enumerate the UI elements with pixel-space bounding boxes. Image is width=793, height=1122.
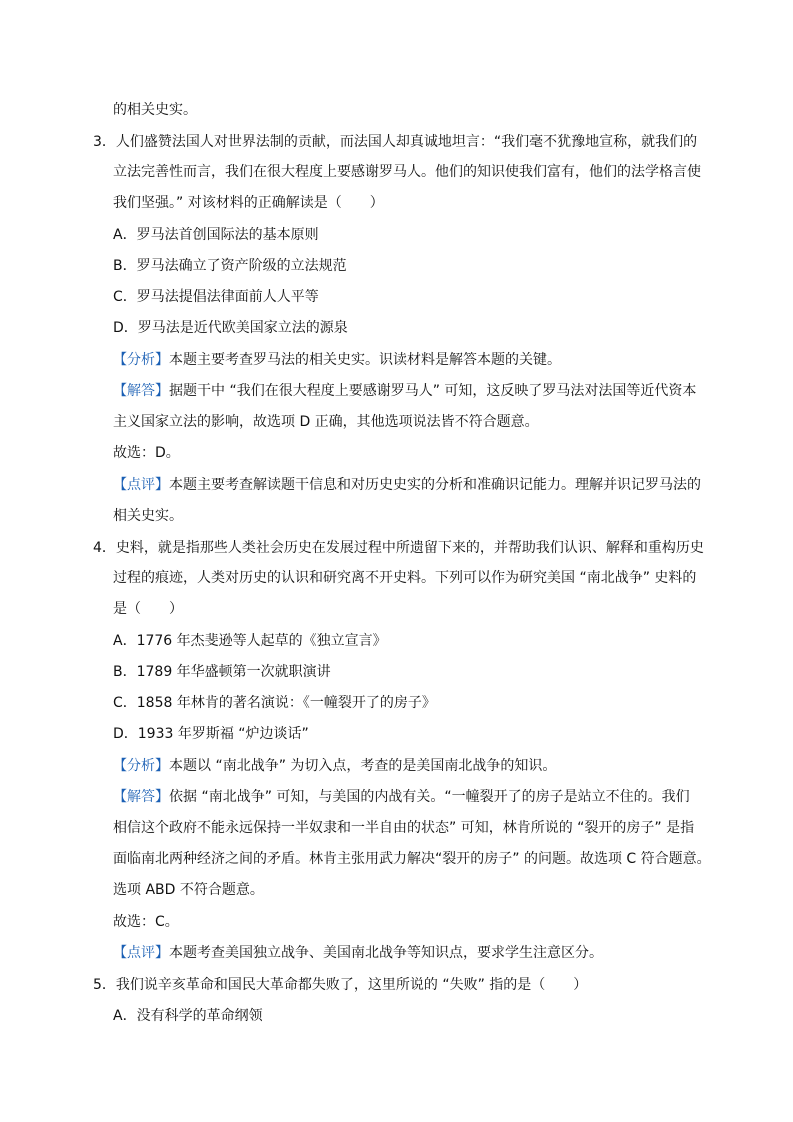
option-c: C．罗马法提倡法律面前人人平等	[113, 289, 319, 305]
analysis-line	[113, 756, 556, 776]
option-d: D．1933 年罗斯福 “炉边谈话”	[113, 726, 309, 742]
answer-tag: 【解答】	[113, 789, 169, 805]
question-5-stem: 5．我们说辛亥革命和国民大革命都失败了，这里所说的 “失败” 指的是（ ）	[93, 977, 588, 993]
option-b: B．罗马法确立了资产阶级的立法规范	[113, 258, 347, 274]
text-line: 选项 ABD 不符合题意。	[113, 882, 264, 898]
text-line: 面临南北两种经济之间的矛盾。林肯主张用武力解决“裂开的房子” 的问题。故选项 C 符合题意。	[113, 851, 711, 867]
text-line: 的相关史实。	[113, 102, 197, 118]
text-line: 相信这个政府不能永远保持一半奴隶和一半自由的状态” 可知，林肯所说的 “裂开的房子” 是指	[113, 820, 695, 836]
question-4-stem: 4．史料，就是指那些人类社会历史在发展过程中所遗留下来的，并帮助我们认识、解释和重构历史	[93, 540, 704, 556]
option-a: A．没有科学的革命纲领	[113, 1008, 263, 1024]
text-line: 我们坚强。” 对该材料的正确解读是（ ）	[113, 195, 384, 211]
analysis-tag: 【分析】	[113, 352, 169, 368]
analysis-text: 本题以 “南北战争” 为切入点，考查的是美国南北战争的知识。	[169, 758, 557, 774]
text-line: 相关史实。	[113, 508, 183, 524]
text-line: 过程的痕迹，人类对历史的认识和研究离不开史料。下列可以作为研究美国 “南北战争” 史料的	[113, 570, 697, 586]
choice-line: 故选：D。	[113, 445, 180, 461]
answer-text: 依据 “南北战争” 可知，与美国的内战有关。“一幢裂开了的房子是站立不住的。我们	[169, 789, 690, 805]
comment-tag: 【点评】	[113, 477, 169, 493]
analysis-text: 本题主要考查罗马法的相关史实。识读材料是解答本题的关键。	[169, 352, 561, 368]
comment-line	[113, 943, 603, 963]
option-d: D．罗马法是近代欧美国家立法的源泉	[113, 320, 348, 336]
comment-text: 本题考查美国独立战争、美国南北战争等知识点，要求学生注意区分。	[169, 945, 603, 961]
text-line: 主义国家立法的影响，故选项 D 正确，其他选项说法皆不符合题意。	[113, 414, 539, 430]
answer-tag: 【解答】	[113, 383, 169, 399]
question-3-stem: 3．人们盛赞法国人对世界法制的贡献，而法国人却真诚地坦言：“我们毫不犹豫地宣称，就我们的	[93, 134, 698, 150]
choice-line: 故选：C。	[113, 914, 179, 930]
option-c: C．1858 年林肯的著名演说：《一幢裂开了的房子》	[113, 695, 436, 711]
comment-line	[113, 475, 701, 495]
answer-text: 据题干中 “我们在很大程度上要感谢罗马人” 可知，这反映了罗马法对法国等近代资本	[169, 383, 697, 399]
comment-text: 本题主要考查解读题干信息和对历史史实的分析和准确识记能力。理解并识记罗马法的	[169, 477, 701, 493]
answer-line	[113, 381, 696, 401]
option-a: A．罗马法首创国际法的基本原则	[113, 227, 319, 243]
analysis-tag: 【分析】	[113, 758, 169, 774]
comment-tag: 【点评】	[113, 945, 169, 961]
option-a: A．1776 年杰斐逊等人起草的《独立宣言》	[113, 633, 387, 649]
option-b: B．1789 年华盛顿第一次就职演讲	[113, 664, 331, 680]
answer-line	[113, 787, 690, 807]
text-line: 是（ ）	[113, 601, 183, 617]
text-line: 立法完善性而言，我们在很大程度上要感谢罗马人。他们的知识使我们富有，他们的法学格言使	[113, 164, 701, 180]
analysis-line	[113, 350, 561, 370]
